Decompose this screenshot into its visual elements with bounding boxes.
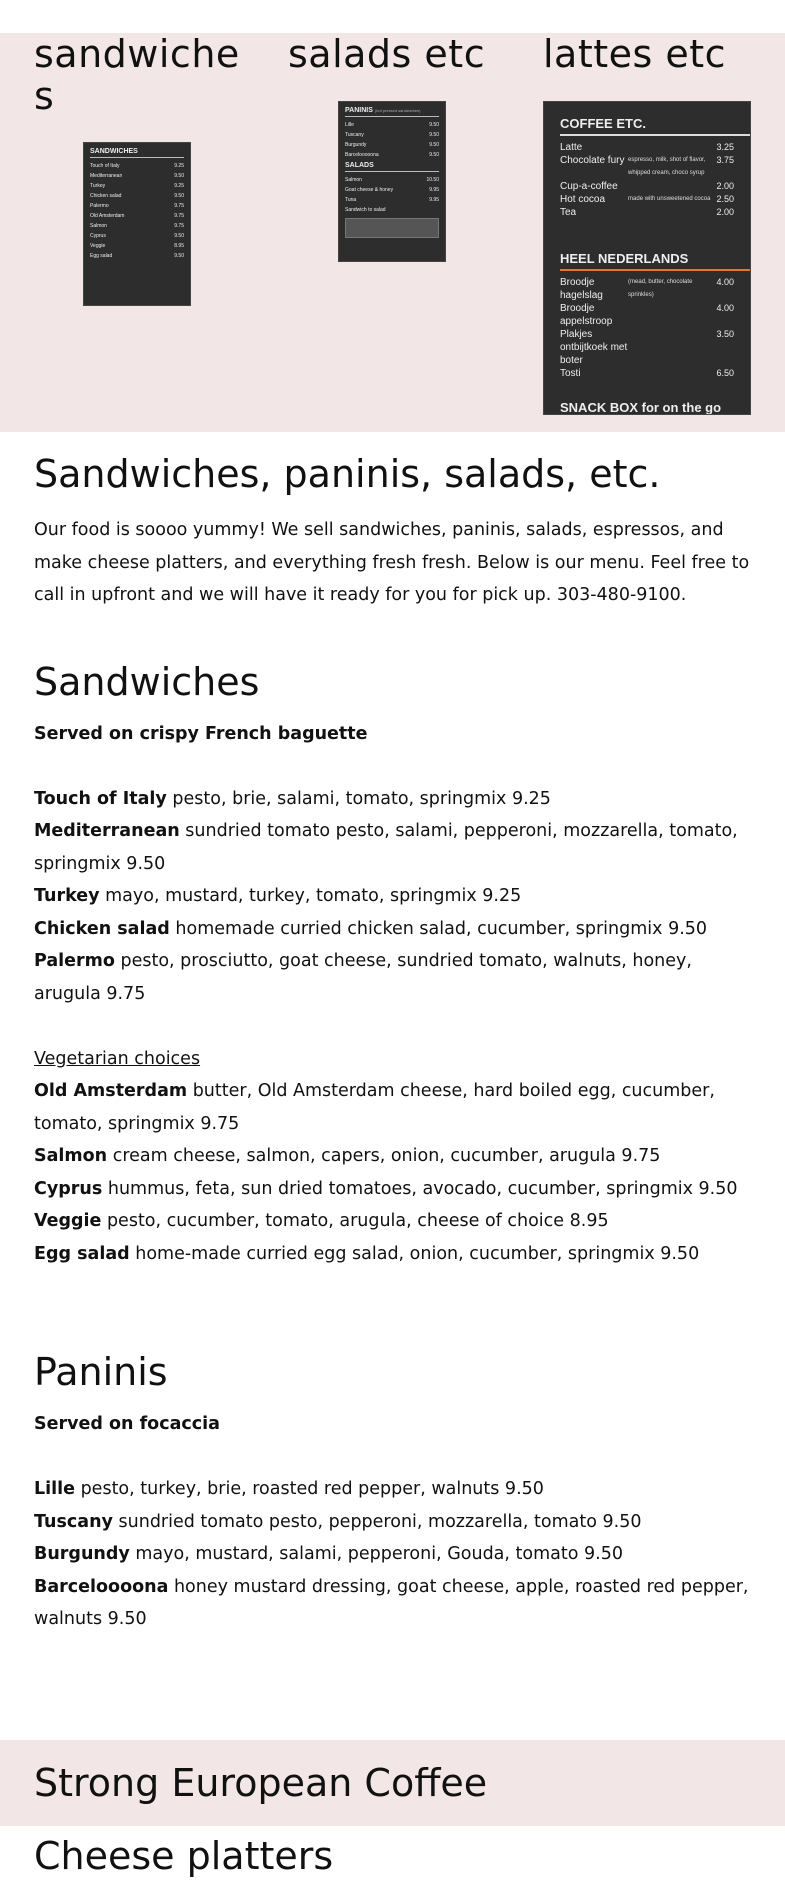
menu-item-description: pesto, turkey, brie, roasted red pepper, walnuts 9.50 [75, 1479, 544, 1499]
mini-menu-item-name: Touch of Italy [90, 163, 120, 169]
mini-menu-item-name: Egg salad [90, 253, 113, 259]
paninis-menu-header [345, 107, 439, 117]
coffee-menu-row [560, 193, 734, 206]
coffee-menu-row [560, 367, 734, 380]
vegetarian-choices-label: Vegetarian choices [34, 1048, 201, 1069]
menu-item-name: Burgundy [34, 1544, 130, 1564]
mini-menu-item-name: Cyprus [90, 233, 106, 239]
coffee-menu-item-desc [628, 206, 716, 219]
coffee-menu-item-desc [628, 141, 716, 154]
paninis-menu-note: (hot pressed sandwiches) [374, 108, 421, 113]
top-spacer [0, 0, 785, 33]
coffee-menu-item-price: 3.50 [716, 329, 734, 339]
coffee-menu-item-name: Latte [560, 142, 583, 153]
coffee-menu-item-desc [628, 302, 716, 328]
cheese-heading: Cheese platters [34, 1833, 334, 1878]
mini-menu-row [90, 232, 184, 240]
menu-item-name: Veggie [34, 1211, 102, 1231]
mini-menu-item-price: 10.50 [426, 177, 439, 183]
mini-menu-row [345, 121, 439, 129]
mini-menu-item-name: Burgundy [345, 142, 367, 148]
coffee-menu-item-price: 2.00 [716, 181, 734, 191]
hero-title-lattes: lattes etc [543, 32, 727, 76]
paninis-menu-image[interactable] [338, 101, 446, 262]
coffee-heading: Strong European Coffee [34, 1760, 488, 1805]
sandwich-menu-list [90, 162, 184, 260]
menu-item-name: Barceloooona [34, 1576, 169, 1597]
menu-item-description: sundried tomato pesto, pepperoni, mozzarella, tomato 9.50 [112, 1511, 642, 1532]
coffee-menu-item-price: 2.50 [716, 194, 734, 204]
coffee-menu-item-price: 6.50 [716, 368, 734, 378]
hero-col-sandwiches [34, 33, 254, 117]
coffee-menu-row [560, 328, 734, 367]
mini-menu-item-price: 9.50 [429, 152, 439, 158]
menu-item [34, 783, 751, 816]
mini-menu-row [345, 206, 439, 214]
coffee-menu-item-price: 4.00 [716, 303, 734, 313]
mini-menu-item-price: 9.75 [174, 203, 184, 209]
menu-item [34, 1506, 751, 1539]
coffee-menu-item-desc: made with unsweetened cocoa [628, 196, 711, 202]
snack-menu-header: SNACK BOX for on the go [560, 400, 722, 415]
coffee-menu-item-desc: espresso, milk, shot of flavor, whipped cream, choco syrup [628, 157, 706, 176]
menu-item-description: sundried tomato pesto, salami, pepperoni, mozzarella, tomato, springmix 9.50 [34, 821, 738, 874]
mini-menu-row [90, 222, 184, 230]
mini-menu-item-name: Tuna [345, 197, 357, 203]
mini-menu-item-price: 9.25 [174, 183, 184, 189]
mini-menu-row [90, 212, 184, 220]
paninis-menu-title: PANINIS [345, 107, 373, 114]
mini-menu-item-price: 9.50 [429, 132, 439, 138]
mini-menu-row [90, 162, 184, 170]
hero-col-salads [288, 33, 508, 75]
mini-menu-item-price: 9.50 [429, 122, 439, 128]
sandwiches-served-note: Served on crispy French baguette [34, 723, 368, 744]
mini-menu-item-name: Old Amsterdam [90, 213, 125, 219]
coffee-menu-list [560, 141, 750, 219]
coffee-menu-item-name: Chocolate fury [560, 155, 625, 166]
mini-menu-item-name: Barcelooooona [345, 152, 379, 158]
menu-item [34, 1075, 751, 1140]
menu-item [34, 1173, 751, 1206]
menu-item [34, 880, 751, 913]
coffee-menu-item-name: Hot cocoa [560, 194, 606, 205]
coffee-menu-item-price: 2.00 [716, 207, 734, 217]
coffee-menu-item-desc [628, 328, 716, 367]
paninis-served-note: Served on focaccia [34, 1414, 220, 1434]
mini-menu-item-name: Salmon [345, 177, 362, 183]
mini-menu-item-price: 9.25 [174, 163, 184, 169]
mini-menu-item-name: Palermo [90, 203, 109, 209]
paninis-list [34, 1473, 751, 1636]
cheese-section [0, 1826, 785, 1880]
coffee-menu-item-name: Tosti [560, 368, 581, 379]
mini-menu-item-name: Mediterranean [90, 173, 123, 179]
coffee-menu-image[interactable] [543, 101, 751, 415]
page-title: Sandwiches, paninis, salads, etc. [34, 452, 661, 496]
coffee-menu-item-desc: (mead, butter, chocolate sprinkles) [628, 279, 693, 298]
salads-menu-header: SALADS [345, 162, 439, 172]
coffee-menu-row [560, 206, 734, 219]
mini-menu-row [90, 172, 184, 180]
mini-menu-item-price: 9.95 [429, 187, 439, 193]
menu-item-description: pesto, cucumber, tomato, arugula, cheese of choice 8.95 [101, 1211, 609, 1231]
coffee-menu-item-price: 4.00 [716, 277, 734, 287]
paninis-heading: Paninis [34, 1350, 168, 1394]
intro-paragraph: Our food is soooo yummy! We sell sandwiches, paninis, salads, espressos, and make cheese platters, and everything fresh fresh. Below is our menu. Feel free to call in upfront and we will have it ready for you for pick up. 303-480-9100. [34, 520, 750, 605]
mini-menu-row [90, 192, 184, 200]
mini-menu-item-price: 9.50 [174, 253, 184, 259]
mini-menu-item-price: 9.50 [429, 142, 439, 148]
menu-item-name: Mediterranean [34, 821, 180, 841]
menu-item-description: home-made curried egg salad, onion, cucumber, springmix 9.50 [129, 1243, 700, 1264]
menu-item-description: honey mustard dressing, goat cheese, apple, roasted red pepper, walnuts 9.50 [34, 1576, 749, 1629]
coffee-menu-item-desc [628, 367, 716, 380]
mini-menu-item-price: 9.50 [174, 173, 184, 179]
hero-title-salads: salads etc [288, 32, 486, 76]
hero-title-sandwiches: sandwiches [34, 32, 240, 118]
menu-item-description: hummus, feta, sun dried tomatoes, avocado, cucumber, springmix 9.50 [102, 1178, 738, 1199]
mini-menu-item-price: 9.50 [174, 233, 184, 239]
menu-item [34, 815, 751, 880]
salads-menu-list [345, 176, 439, 214]
menu-item [34, 1538, 751, 1571]
menu-item-description: pesto, prosciutto, goat cheese, sundried tomato, walnuts, honey, arugula 9.75 [34, 951, 692, 1004]
menu-item-name: Cyprus [34, 1178, 103, 1199]
menu-item [34, 1238, 751, 1271]
mini-menu-row [345, 151, 439, 159]
mini-menu-item-name: Chicken salad [90, 193, 122, 199]
mini-menu-row [90, 252, 184, 260]
menu-item-name: Salmon [34, 1146, 108, 1166]
mini-menu-row [345, 176, 439, 184]
coffee-menu-row [560, 302, 734, 328]
mini-menu-item-price: 8.95 [174, 243, 184, 249]
mini-menu-row [90, 202, 184, 210]
mini-menu-row [345, 131, 439, 139]
sandwich-menu-image[interactable] [83, 142, 191, 306]
coffee-menu-row [560, 276, 734, 302]
coffee-menu-item-price: 3.25 [716, 142, 734, 152]
mini-menu-item-price: 9.75 [174, 223, 184, 229]
coffee-menu-item-name: Plakjes ontbijtkoek met boter [560, 329, 628, 366]
menu-item [34, 1140, 751, 1173]
mini-menu-item-price: 9.50 [174, 193, 184, 199]
menu-item [34, 1205, 751, 1238]
menu-item-description: mayo, mustard, turkey, tomato, springmix 9.25 [99, 886, 522, 906]
coffee-menu-item-name: Broodje hagelslag [560, 277, 603, 301]
mini-menu-item-name: Veggie [90, 243, 106, 249]
dutch-menu-list [560, 276, 750, 380]
mini-menu-row [345, 196, 439, 204]
coffee-menu-row [560, 180, 734, 193]
menu-item-name: Old Amsterdam [34, 1081, 188, 1101]
coffee-menu-item-name: Broodje appelstroop [560, 303, 613, 327]
mini-menu-item-name: Sandwich to salad [345, 207, 386, 213]
mini-menu-item-name: Salmon [90, 223, 107, 229]
main-content [0, 450, 785, 1636]
coffee-menu-item-name: Tea [560, 207, 577, 218]
coffee-menu-row [560, 154, 734, 180]
menu-footer-box [345, 218, 439, 238]
coffee-menu-item-desc [628, 180, 716, 193]
menu-item [34, 913, 751, 946]
menu-item [34, 1473, 751, 1506]
vegetarian-list [34, 1075, 751, 1270]
coffee-band [0, 1740, 785, 1826]
menu-hero [0, 33, 785, 432]
mini-menu-item-price: 9.95 [429, 197, 439, 203]
mini-menu-item-name: Goat cheese & honey [345, 187, 394, 193]
mini-menu-row [90, 242, 184, 250]
mini-menu-item-name: Tuscany [345, 132, 364, 138]
menu-item [34, 1571, 751, 1636]
paninis-menu-list [345, 121, 439, 159]
coffee-menu-header: COFFEE ETC. [560, 116, 750, 136]
menu-item [34, 945, 751, 1010]
hero-col-lattes [543, 33, 763, 75]
menu-item-name: Tuscany [34, 1511, 113, 1532]
menu-item-description: mayo, mustard, salami, pepperoni, Gouda, tomato 9.50 [129, 1544, 623, 1564]
menu-item-description: pesto, brie, salami, tomato, springmix 9.25 [166, 788, 551, 809]
coffee-menu-item-price: 3.75 [716, 155, 734, 165]
sandwiches-heading: Sandwiches [34, 659, 260, 704]
sandwich-menu-header: SANDWICHES [90, 148, 184, 158]
mini-menu-item-name: Turkey [90, 183, 106, 189]
menu-item-description: butter, Old Amsterdam cheese, hard boiled egg, cucumber, tomato, springmix 9.75 [34, 1081, 715, 1134]
menu-item-name: Turkey [34, 886, 100, 906]
coffee-menu-item-name: Cup-a-coffee [560, 181, 618, 192]
coffee-menu-row [560, 141, 734, 154]
mini-menu-item-name: Lille [345, 122, 354, 128]
menu-item-description: homemade curried chicken salad, cucumber, springmix 9.50 [169, 918, 708, 939]
menu-item-name: Touch of Italy [34, 788, 167, 809]
sandwiches-list [34, 783, 751, 1011]
mini-menu-item-price: 9.75 [174, 213, 184, 219]
mini-menu-row [90, 182, 184, 190]
dutch-menu-header: HEEL NEDERLANDS [560, 251, 750, 271]
menu-item-description: cream cheese, salmon, capers, onion, cucumber, arugula 9.75 [107, 1146, 661, 1166]
menu-item-name: Egg salad [34, 1243, 130, 1264]
menu-item-name: Lille [34, 1479, 76, 1499]
menu-item-name: Chicken salad [34, 918, 170, 939]
mini-menu-row [345, 141, 439, 149]
menu-item-name: Palermo [34, 951, 115, 971]
mini-menu-row [345, 186, 439, 194]
